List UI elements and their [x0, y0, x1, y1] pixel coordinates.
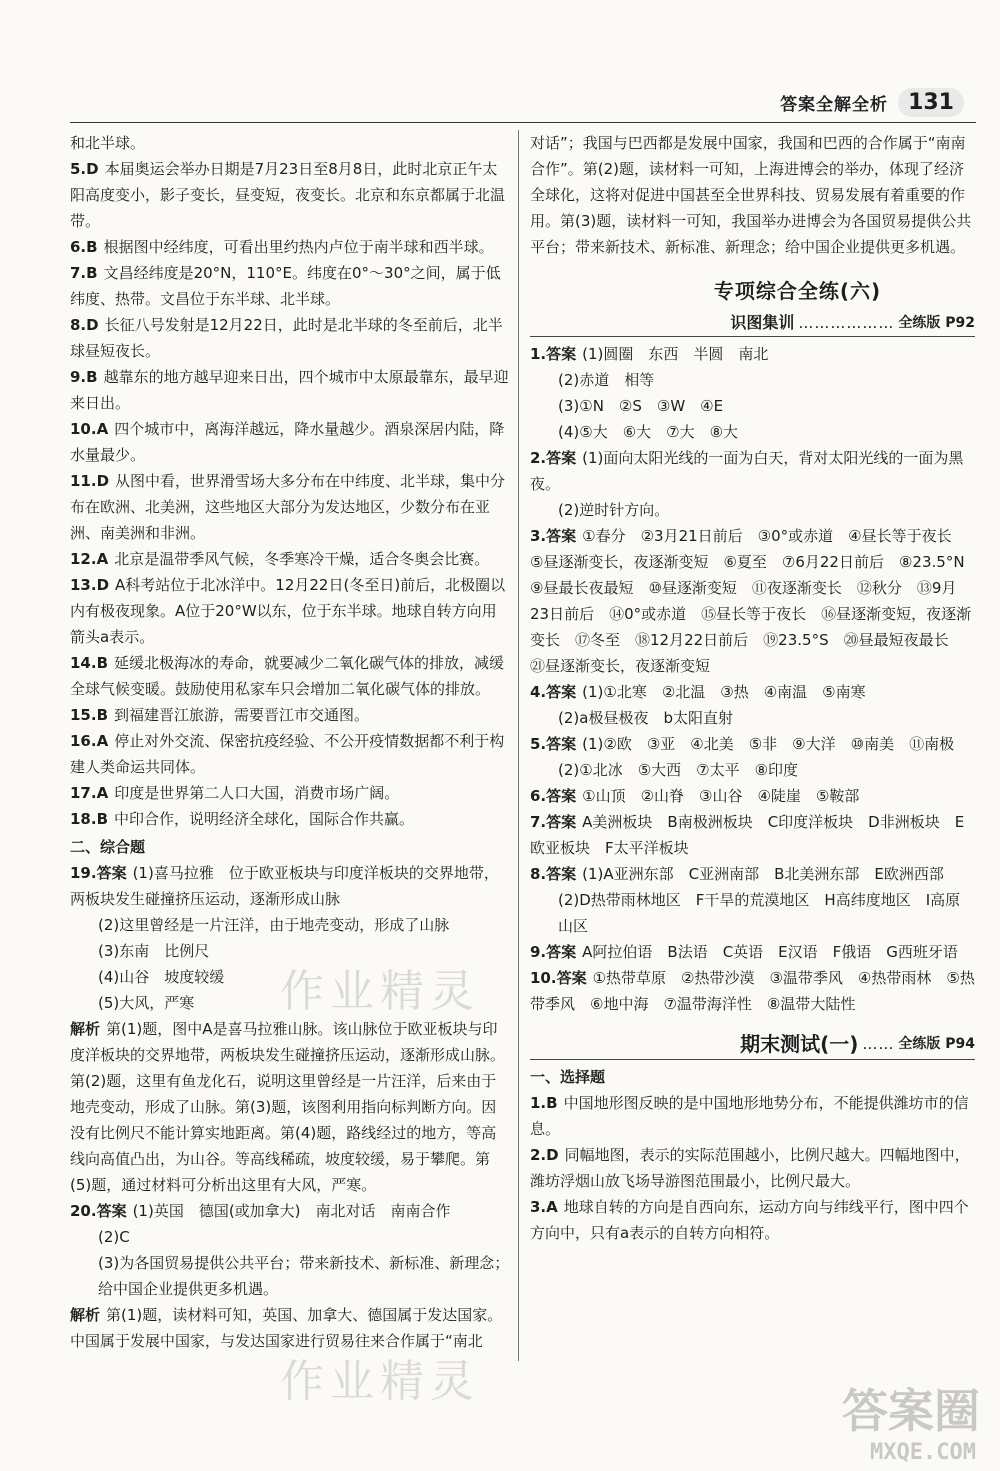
answer-text: (1)②欧 ③亚 ④北美 ⑤非 ⑨大洋 ⑩南美 ⑪南极 [582, 735, 955, 753]
answer-entry [70, 234, 510, 260]
header-rule [70, 122, 976, 123]
answer-entry [530, 1194, 975, 1246]
answer-entry [70, 1198, 510, 1224]
answer-number: 9.B [70, 368, 98, 386]
answer-text: A美洲板块 B南极洲板块 C印度洋板块 D非洲板块 E欧亚板块 F太平洋板块 [530, 813, 965, 857]
right-intro [530, 130, 975, 260]
answer-text: (1)圆圈 东西 半圆 南北 [582, 345, 769, 363]
answer-number: 14.B [70, 654, 109, 672]
answer-entry [70, 364, 510, 416]
answer-entry [70, 806, 510, 832]
answer-number: 11.D [70, 472, 110, 490]
analysis-tag: 解析 [70, 1020, 101, 1038]
answer-text: A科考站位于北冰洋中。12月22日(冬至日)前后，北极圈以内有极夜现象。A位于20°W以东，位于东半球。地球自转方向用箭头a表示。 [70, 576, 506, 646]
answer-entry [530, 809, 975, 861]
subsection-ref: 全练版 P92 [898, 315, 975, 331]
answer-text: ①春分 ②3月21日前后 ③0°或赤道 ④昼长等于夜长 ⑤昼逐渐变长，夜逐渐变短 ⑥夏至 ⑦6月22日前后 ⑧23.5°N ⑨昼最长夜最短 ⑩昼逐渐变短 ⑪夜逐渐变长 ⑫秋分 ⑬9月23日前后 ⑭0°或赤道 ⑮昼长等于夜长 ⑯昼逐渐变短，夜逐渐变长 ⑰冬至 ⑱12月22日前后 ⑲23.5°S ⑳昼最短夜最长 ㉑昼逐渐变长，夜逐渐变短 [530, 527, 980, 675]
answer-text: 越靠东的地方越早迎来日出，四个城市中太原最靠东，最早迎来日出。 [70, 368, 509, 412]
answer-entry [70, 572, 510, 650]
subsection-row [530, 310, 975, 337]
answer-text: 长征八号发射是12月22日，此时是北半球的冬至前后，北半球昼短夜长。 [70, 316, 503, 360]
answer-entry [530, 445, 975, 497]
exam-row [530, 1031, 975, 1060]
answer-text: (1)喜马拉雅 位于欧亚板块与印度洋板块的交界地带，两板块发生碰撞挤压运动，逐渐形成山脉 [70, 864, 499, 908]
answer-number: 3.答案 [530, 527, 577, 545]
header-label: 答案全解全析 [780, 95, 889, 115]
answer-text: 和北半球。 [70, 134, 146, 152]
answer-text: (1)英国 德国(或加拿大) 南北对话 南南合作 [132, 1202, 451, 1220]
answer-number: 8.D [70, 316, 99, 334]
watermark-text: 作业精灵 [280, 966, 480, 1017]
left-column [70, 130, 510, 1354]
answer-entry [530, 341, 975, 367]
answer-number: 1.B [530, 1094, 558, 1112]
answer-number: 7.B [70, 264, 98, 282]
watermark-text: 作业精灵 [280, 1356, 480, 1407]
answer-number: 15.B [70, 706, 109, 724]
answer-number: 6.答案 [530, 787, 577, 805]
answer-number: 13.D [70, 576, 110, 594]
sub-answer: (2)C [98, 1228, 130, 1246]
page-number: 131 [898, 88, 964, 117]
answer-entry [70, 860, 510, 912]
sub-answer: (3)为各国贸易提供公共平台；带来新技术、新标准、新理念；给中国企业提供更多机遇。 [98, 1254, 510, 1298]
answer-number: 20.答案 [70, 1202, 127, 1220]
watermark-url: MXQE.COM [870, 1440, 976, 1465]
answer-text: (1)①北寒 ②北温 ③热 ④南温 ⑤南寒 [582, 683, 866, 701]
watermark-stamp: 答案圈 [842, 1384, 980, 1438]
answer-text: (1)面向太阳光线的一面为白天，背对太阳光线的一面为黑夜。 [530, 449, 964, 493]
answer-number: 5.答案 [530, 735, 577, 753]
intro-text: 对话”；我国与巴西都是发展中国家，我国和巴西的合作属于“南南合作”。第(2)题，读材料一可知，上海进博会的举办，体现了经济全球化，这将对促进中国甚至全世界科技、贸易发展有着重要的作用。第(3)题，读材料一可知，我国举办进博会为各国贸易提供公共平台；带来新技术、新标准、新理念；给中国企业提供更多机遇。 [530, 134, 972, 256]
answer-number: 18.B [70, 810, 109, 828]
answer-entry [530, 523, 980, 679]
subsection-title: 识图集训 [730, 313, 795, 332]
answer-text: 延缓北极海冰的寿命，就要减少二氧化碳气体的排放，减缓全球气候变暖。鼓励使用私家车只会增加二氧化碳气体的排放。 [70, 654, 505, 698]
sub-answer: (4)⑤大 ⑥大 ⑦大 ⑧大 [558, 423, 739, 441]
page-header [780, 88, 964, 117]
answer-entry [70, 1016, 510, 1198]
answer-number: 10.答案 [530, 969, 587, 987]
answer-text: 本届奥运会举办日期是7月23日至8月8日，此时北京正午太阳高度变小，影子变长，昼变短，夜变长。北京和东京都属于北温带。 [70, 160, 506, 230]
answer-entry [530, 939, 975, 965]
answer-number: 7.答案 [530, 813, 577, 831]
answer-entry [70, 650, 510, 702]
answer-text: 中国地形图反映的是中国地形地势分布，不能提供潍坊市的信息。 [530, 1094, 969, 1138]
answer-entry [530, 1142, 975, 1194]
column-divider [518, 130, 519, 1361]
sub-answer: (2)D热带雨林地区 F干旱的荒漠地区 H高纬度地区 I高原山区 [558, 891, 961, 935]
answer-number: 16.A [70, 732, 109, 750]
answer-entry [70, 416, 510, 468]
answer-text: (1)A亚洲东部 C亚洲南部 B北美洲东部 E欧洲西部 [582, 865, 944, 883]
answer-number: 12.A [70, 550, 109, 568]
answer-entry [70, 702, 510, 728]
exam-dots: …… [862, 1035, 895, 1053]
answer-text: A阿拉伯语 B法语 C英语 E汉语 F俄语 G西班牙语 [582, 943, 958, 961]
answer-entry [70, 312, 510, 364]
answer-number: 10.A [70, 420, 109, 438]
answer-entry [70, 156, 510, 234]
answer-number: 6.B [70, 238, 98, 256]
answer-entry [70, 468, 510, 546]
answer-number: 8.答案 [530, 865, 577, 883]
answer-text: 地球自转的方向是自西向东，运动方向与纬线平行，图中四个方向中，只有a表示的自转方向相符。 [530, 1198, 969, 1242]
answer-entry [530, 965, 975, 1017]
sub-answer: (4)山谷 坡度较缓 [98, 968, 225, 986]
right-exam [530, 1064, 975, 1246]
answer-entry [70, 780, 510, 806]
answer-number: 4.答案 [530, 683, 577, 701]
answer-text: 四个城市中，离海洋越远，降水量越少。酒泉深居内陆，降水量最少。 [70, 420, 505, 464]
section-heading: 二、综合题 [70, 838, 146, 856]
answer-number: 1.答案 [530, 345, 577, 363]
right-answers [530, 341, 980, 1017]
sub-answer: (2)①北冰 ⑤大西 ⑦太平 ⑧印度 [558, 761, 799, 779]
answer-text: 北京是温带季风气候，冬季寒冷干燥，适合冬奥会比赛。 [114, 550, 490, 568]
exam-ref: 全练版 P94 [898, 1036, 975, 1052]
sub-answer: (3)①N ②S ③W ④E [558, 397, 724, 415]
answer-text: ①热带草原 ②热带沙漠 ③温带季风 ④热带雨林 ⑤热带季风 ⑥地中海 ⑦温带海洋性 ⑧温带大陆性 [530, 969, 975, 1013]
sub-answer: (3)东南 比例尺 [98, 942, 210, 960]
answer-entry [70, 260, 510, 312]
answer-entry [530, 679, 975, 705]
answer-text: 到福建晋江旅游，需要晋江市交通图。 [114, 706, 370, 724]
answer-text: 停止对外交流、保密抗疫经验、不公开疫情数据都不利于构建人类命运共同体。 [70, 732, 505, 776]
sub-answer: (5)大风，严寒 [98, 994, 195, 1012]
answer-entry [530, 861, 975, 887]
answer-entry [530, 783, 975, 809]
subsection-dots: ……………… [798, 314, 895, 332]
answer-number: 9.答案 [530, 943, 577, 961]
answer-entry [70, 546, 510, 572]
answer-number: 2.D [530, 1146, 559, 1164]
answer-text: 从图中看，世界滑雪场大多分布在中纬度、北半球，集中分布在欧洲、北美洲，这些地区大部分为发达地区，少数分布在亚洲、南美洲和非洲。 [70, 472, 506, 542]
right-column [530, 130, 980, 1246]
answer-text: 文昌经纬度是20°N，110°E。纬度在0°～30°之间，属于低纬度、热带。文昌位于东半球、北半球。 [70, 264, 501, 308]
sub-answer: (2)a极昼极夜 b太阳直射 [558, 709, 733, 727]
answer-text: 根据图中经纬度，可看出里约热内卢位于南半球和西半球。 [103, 238, 494, 256]
sub-answer: (2)逆时针方向。 [558, 501, 670, 519]
answer-text: 中印合作，说明经济全球化，国际合作共赢。 [114, 810, 415, 828]
exam-title: 期末测试(一) [740, 1032, 859, 1056]
analysis-tag: 解析 [70, 1306, 101, 1324]
answer-number: 19.答案 [70, 864, 127, 882]
answer-text: 同幅地图，表示的实际范围越小，比例尺越大。四幅地图中，潍坊浮烟山放飞场导游图范围最小，比例尺最大。 [530, 1146, 970, 1190]
answer-number: 2.答案 [530, 449, 577, 467]
answer-text: 印度是世界第二人口大国，消费市场广阔。 [114, 784, 400, 802]
answer-number: 3.A [530, 1198, 558, 1216]
sub-answer: (2)这里曾经是一片汪洋，由于地壳变动，形成了山脉 [98, 916, 450, 934]
answer-entry [530, 1090, 975, 1142]
answer-text: 第(1)题，读材料可知，英国、加拿大、德国属于发达国家。中国属于发展中国家，与发达国家进行贸易往来合作属于“南北 [70, 1306, 503, 1350]
special-title: 专项综合全练(六) [713, 279, 882, 303]
section-heading: 一、选择题 [530, 1068, 606, 1086]
answer-entry [70, 728, 510, 780]
answer-text: ①山顶 ②山脊 ③山谷 ④陡崖 ⑤鞍部 [582, 787, 860, 805]
sub-answer: (2)赤道 相等 [558, 371, 655, 389]
answer-entry [70, 130, 510, 156]
answer-number: 5.D [70, 160, 99, 178]
answer-entry [530, 731, 975, 757]
answer-number: 17.A [70, 784, 109, 802]
answer-text: 第(1)题，图中A是喜马拉雅山脉。该山脉位于欧亚板块与印度洋板块的交界地带，两板块发生碰撞挤压运动，逐渐形成山脉。第(2)题，这里有鱼龙化石，说明这里曾经是一片汪洋，后来由于地壳变动，形成了山脉。第(3)题，该图利用指向标判断方向。因没有比例尺不能计算实地距离。第(4)题，路线经过的地方，等高线向高值凸出，为山谷。等高线稀疏，坡度较缓，易于攀爬。第(5)题，通过材料可分析出这里有大风，严寒。 [70, 1020, 506, 1194]
